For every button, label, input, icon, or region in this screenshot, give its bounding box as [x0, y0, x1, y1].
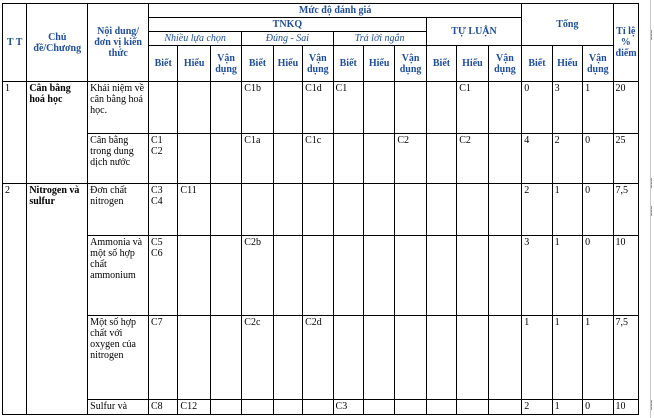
total-vandung: 1: [583, 82, 613, 134]
total-hieu: 3: [552, 82, 582, 134]
row-tt: 1: [3, 82, 27, 184]
cell: [426, 134, 456, 184]
cell: [242, 400, 273, 415]
margin-mark: [649, 206, 652, 216]
cell: C3 C4: [149, 184, 178, 236]
cell: [363, 184, 394, 236]
cell: [426, 236, 456, 316]
cell: [488, 316, 522, 400]
cell: [210, 316, 241, 400]
cell: [178, 134, 210, 184]
row-content: Cân bằng trong dung dịch nước: [88, 134, 149, 184]
cell: C2c: [242, 316, 273, 400]
cell: C7: [149, 316, 178, 400]
table-row: [3, 236, 639, 316]
cell: [488, 82, 522, 134]
cell: C5 C6: [149, 236, 178, 316]
cell: [273, 400, 302, 415]
total-vandung: 0: [583, 134, 613, 184]
ratio-value: 20: [613, 82, 638, 134]
cell: [363, 236, 394, 316]
row-chapter: Nitrogen và sulfur: [27, 184, 88, 415]
cell: [273, 316, 302, 400]
cell: [303, 236, 333, 316]
table-row: [3, 184, 639, 236]
header-tnkq: TNKQ: [149, 18, 427, 32]
cell: C1a: [242, 134, 273, 184]
header-ratio: Tỉ lệ % điểm: [613, 4, 638, 82]
cell: [178, 82, 210, 134]
header-vandung: Vận dụng: [210, 46, 241, 82]
header-tuluan: TỰ LUẬN: [426, 18, 521, 46]
header-hieu: Hiểu: [178, 46, 210, 82]
cell: [395, 400, 426, 415]
cell: [457, 184, 488, 236]
cell: C1 C2: [149, 134, 178, 184]
cell: [488, 184, 522, 236]
cell: [210, 184, 241, 236]
cell: [178, 236, 210, 316]
cell: C3: [333, 400, 363, 415]
header-tt: T T: [3, 4, 27, 82]
header-short-answer: Trả lời ngắn: [333, 32, 426, 46]
header-vandung: Vận dụng: [488, 46, 522, 82]
cell: C2: [457, 134, 488, 184]
cell: [457, 236, 488, 316]
cell: [273, 184, 302, 236]
header-true-false: Đúng - Sai: [242, 32, 333, 46]
header-multiple-choice: Nhiều lựa chọn: [149, 32, 242, 46]
cell: [488, 236, 522, 316]
header-hieu: Hiểu: [273, 46, 302, 82]
total-vandung: 0: [583, 400, 613, 415]
cell: [210, 236, 241, 316]
table-row: [3, 400, 639, 415]
cell: [333, 134, 363, 184]
header-biet: Biết: [522, 46, 552, 82]
total-biet: 4: [522, 134, 552, 184]
cell: C12: [178, 400, 210, 415]
cell: [273, 236, 302, 316]
cell: [149, 82, 178, 134]
total-hieu: 2: [552, 134, 582, 184]
assessment-matrix-table: [2, 3, 639, 415]
margin-mark: [649, 178, 652, 188]
cell: [395, 316, 426, 400]
cell: [210, 82, 241, 134]
header-hieu: Hiểu: [363, 46, 394, 82]
cell: [363, 400, 394, 415]
row-content: Một số hợp chất với oxygen của nitrogen: [88, 316, 149, 400]
cell: [457, 316, 488, 400]
total-biet: 3: [522, 236, 552, 316]
ratio-value: 7,5: [613, 184, 638, 236]
total-vandung: 0: [583, 184, 613, 236]
header-vandung: Vận dụng: [395, 46, 426, 82]
total-vandung: 0: [583, 236, 613, 316]
cell: [178, 316, 210, 400]
header-biet: Biết: [242, 46, 273, 82]
cell: [273, 134, 302, 184]
cell: C1b: [242, 82, 273, 134]
cell: C2d: [303, 316, 333, 400]
cell: C2b: [242, 236, 273, 316]
cell: [363, 134, 394, 184]
row-content: Đơn chất nitrogen: [88, 184, 149, 236]
cell: [363, 82, 394, 134]
header-chapter: Chủ đề/Chương: [27, 4, 88, 82]
row-content: Khái niệm về cân bằng hoá học.: [88, 82, 149, 134]
header-vandung: Vận dụng: [303, 46, 333, 82]
row-content: Ammonia và một số hợp chất ammonium: [88, 236, 149, 316]
total-vandung: 1: [583, 316, 613, 400]
table-row: [3, 316, 639, 400]
header-level: Mức độ đánh giá: [149, 4, 522, 18]
cell: [333, 184, 363, 236]
ratio-value: 25: [613, 134, 638, 184]
cell: [395, 82, 426, 134]
row-tt: 2: [3, 184, 27, 415]
cell: [457, 400, 488, 415]
total-hieu: 1: [552, 316, 582, 400]
header-total: Tổng: [522, 4, 613, 46]
header-hieu: Hiểu: [457, 46, 488, 82]
cell: [395, 184, 426, 236]
ratio-value: 7,5: [613, 316, 638, 400]
total-hieu: 1: [552, 236, 582, 316]
cell: [273, 82, 302, 134]
total-hieu: 1: [552, 184, 582, 236]
header-hieu: Hiểu: [552, 46, 582, 82]
cell: [303, 184, 333, 236]
header-vandung: Vận dụng: [583, 46, 613, 82]
cell: [333, 236, 363, 316]
cell: [426, 316, 456, 400]
cell: C2: [395, 134, 426, 184]
cell: [303, 400, 333, 415]
cell: [242, 184, 273, 236]
header-biet: Biết: [333, 46, 363, 82]
cell: C1c: [303, 134, 333, 184]
cell: [488, 400, 522, 415]
cell: C11: [178, 184, 210, 236]
row-chapter: Cân bằng hoá học: [27, 82, 88, 184]
table-row: [3, 134, 639, 184]
total-biet: 0: [522, 82, 552, 134]
ratio-value: 10: [613, 236, 638, 316]
header-biet: Biết: [149, 46, 178, 82]
cell: C1d: [303, 82, 333, 134]
total-biet: 1: [522, 316, 552, 400]
ratio-value: 10: [613, 400, 638, 415]
cell: [426, 400, 456, 415]
total-biet: 2: [522, 400, 552, 415]
cell: [426, 82, 456, 134]
margin-mark: [649, 400, 652, 410]
cell: [426, 184, 456, 236]
header-content: Nội dung/đơn vị kiến thức: [88, 4, 149, 82]
cell: [333, 316, 363, 400]
row-content: Sulfur và: [88, 400, 149, 415]
cell: [363, 316, 394, 400]
total-hieu: 1: [552, 400, 582, 415]
cell: C1: [333, 82, 363, 134]
cell: [488, 134, 522, 184]
cell: C8: [149, 400, 178, 415]
cell: [210, 400, 241, 415]
total-biet: 2: [522, 184, 552, 236]
cell: [210, 134, 241, 184]
table-row: [3, 82, 639, 134]
cell: C1: [457, 82, 488, 134]
header-biet: Biết: [426, 46, 456, 82]
cell: [395, 236, 426, 316]
margin-mark: [649, 30, 652, 40]
